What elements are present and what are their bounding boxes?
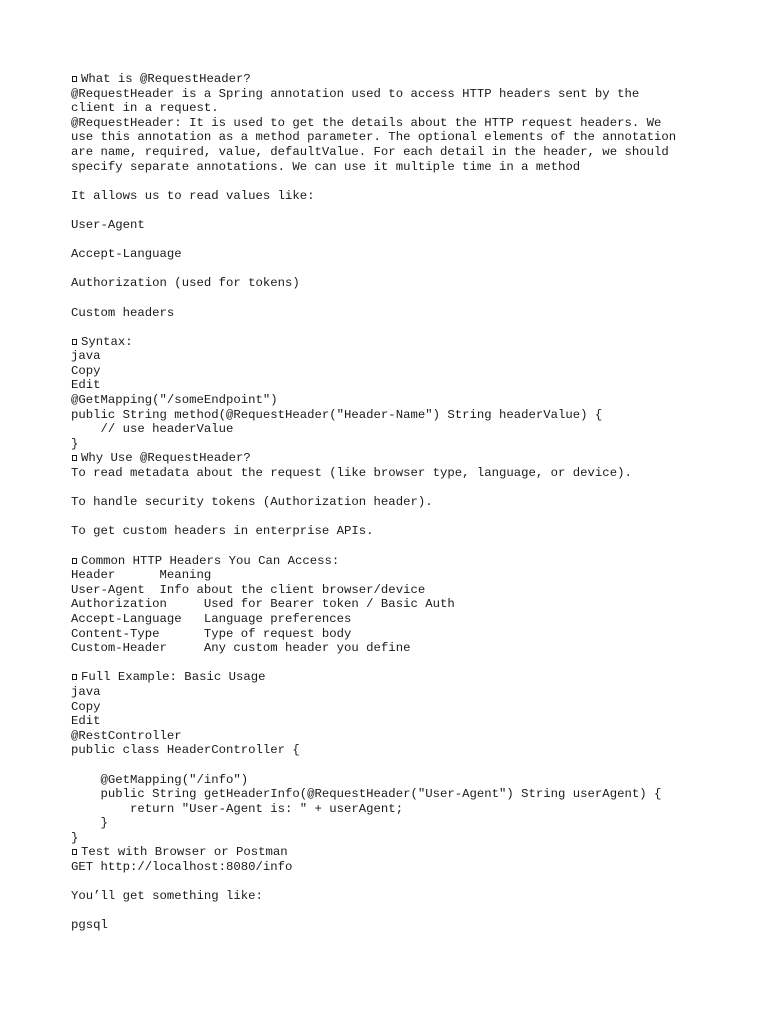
section-heading (71, 670, 751, 685)
line-text: User-Agent Info about the client browser/device (71, 582, 426, 597)
text-line (71, 437, 751, 452)
text-line (71, 218, 751, 233)
text-line (71, 524, 751, 539)
missing-glyph-icon (72, 339, 77, 345)
line-text: Custom-Header Any custom header you define (71, 641, 411, 656)
line-text: Header Meaning (71, 568, 212, 583)
text-line (71, 422, 751, 437)
line-text: GET http://localhost:8080/info (71, 860, 293, 875)
text-line (71, 860, 751, 875)
blank-line (71, 291, 751, 306)
line-text: Test with Browser or Postman (81, 845, 288, 860)
missing-glyph-icon (72, 558, 77, 564)
line-text: Accept-Language Language preferences (71, 611, 352, 626)
line-text: Syntax: (81, 334, 133, 349)
line-text: User-Agent (71, 217, 145, 232)
line-text: use this annotation as a method parameter. The optional elements of the annotation (71, 130, 677, 145)
line-text: @RestController (71, 728, 182, 743)
text-line (71, 627, 751, 642)
blank-line (71, 233, 751, 248)
text-line (71, 743, 751, 758)
blank-line (71, 262, 751, 277)
text-line (71, 714, 751, 729)
text-line (71, 787, 751, 802)
line-text: Accept-Language (71, 247, 182, 262)
line-text: Authorization Used for Bearer token / Basic Auth (71, 597, 455, 612)
line-text: Full Example: Basic Usage (81, 670, 266, 685)
text-line (71, 87, 751, 102)
blank-line (71, 481, 751, 496)
line-text: It allows us to read values like: (71, 188, 315, 203)
text-line (71, 831, 751, 846)
text-line (71, 597, 751, 612)
text-line (71, 116, 751, 131)
line-text: client in a request. (71, 101, 219, 116)
line-text: } (71, 436, 79, 451)
line-text: Edit (71, 378, 101, 393)
line-text: Why Use @RequestHeader? (81, 451, 251, 466)
text-line (71, 247, 751, 262)
blank-line (71, 656, 751, 671)
line-text: // use headerValue (71, 422, 234, 437)
text-line (71, 160, 751, 175)
document-body (71, 72, 751, 933)
blank-line (71, 758, 751, 773)
text-line (71, 612, 751, 627)
line-text: You’ll get something like: (71, 889, 263, 904)
missing-glyph-icon (72, 674, 77, 680)
text-line (71, 145, 751, 160)
text-line (71, 378, 751, 393)
section-heading (71, 72, 751, 87)
line-text: Authorization (used for tokens) (71, 276, 300, 291)
text-line (71, 189, 751, 204)
blank-line (71, 203, 751, 218)
text-line (71, 729, 751, 744)
line-text: @GetMapping("/someEndpoint") (71, 393, 278, 408)
text-line (71, 364, 751, 379)
text-line (71, 349, 751, 364)
line-text: Content-Type Type of request body (71, 626, 352, 641)
text-line (71, 306, 751, 321)
text-line (71, 583, 751, 598)
blank-line (71, 320, 751, 335)
line-text: Custom headers (71, 305, 175, 320)
text-line (71, 685, 751, 700)
line-text: } (71, 816, 108, 831)
line-text: public String getHeaderInfo(@RequestHeader("User-Agent") String userAgent) { (71, 787, 662, 802)
line-text: return "User-Agent is: " + userAgent; (71, 801, 404, 816)
text-line (71, 641, 751, 656)
text-line (71, 568, 751, 583)
line-text: pgsql (71, 918, 108, 933)
text-line (71, 393, 751, 408)
text-line (71, 408, 751, 423)
blank-line (71, 875, 751, 890)
text-line (71, 816, 751, 831)
text-line (71, 101, 751, 116)
missing-glyph-icon (72, 76, 77, 82)
line-text: } (71, 830, 79, 845)
line-text: To handle security tokens (Authorization header). (71, 495, 433, 510)
section-heading (71, 554, 751, 569)
text-line (71, 889, 751, 904)
line-text: Copy (71, 363, 101, 378)
blank-line (71, 510, 751, 525)
blank-line (71, 904, 751, 919)
line-text: public class HeaderController { (71, 743, 300, 758)
line-text: public String method(@RequestHeader("Header-Name") String headerValue) { (71, 407, 603, 422)
line-text: specify separate annotations. We can use it multiple time in a method (71, 159, 581, 174)
line-text: What is @RequestHeader? (81, 72, 251, 86)
missing-glyph-icon (72, 849, 77, 855)
text-line (71, 918, 751, 933)
line-text: Common HTTP Headers You Can Access: (81, 553, 340, 568)
line-text: To read metadata about the request (like browser type, language, or device). (71, 466, 632, 481)
line-text: java (71, 349, 101, 364)
line-text: @GetMapping("/info") (71, 772, 249, 787)
text-line (71, 700, 751, 715)
line-text: @RequestHeader is a Spring annotation used to access HTTP headers sent by the (71, 86, 640, 101)
blank-line (71, 539, 751, 554)
text-line (71, 495, 751, 510)
missing-glyph-icon (72, 455, 77, 461)
text-line (71, 802, 751, 817)
text-line (71, 130, 751, 145)
line-text: To get custom headers in enterprise APIs. (71, 524, 374, 539)
line-text: @RequestHeader: It is used to get the details about the HTTP request headers. We (71, 115, 662, 130)
section-heading (71, 451, 751, 466)
line-text: Edit (71, 714, 101, 729)
blank-line (71, 174, 751, 189)
text-line (71, 773, 751, 788)
section-heading (71, 335, 751, 350)
text-line (71, 466, 751, 481)
line-text: Copy (71, 699, 101, 714)
section-heading (71, 845, 751, 860)
line-text: are name, required, value, defaultValue. For each detail in the header, we should (71, 144, 669, 159)
text-line (71, 276, 751, 291)
line-text: java (71, 684, 101, 699)
